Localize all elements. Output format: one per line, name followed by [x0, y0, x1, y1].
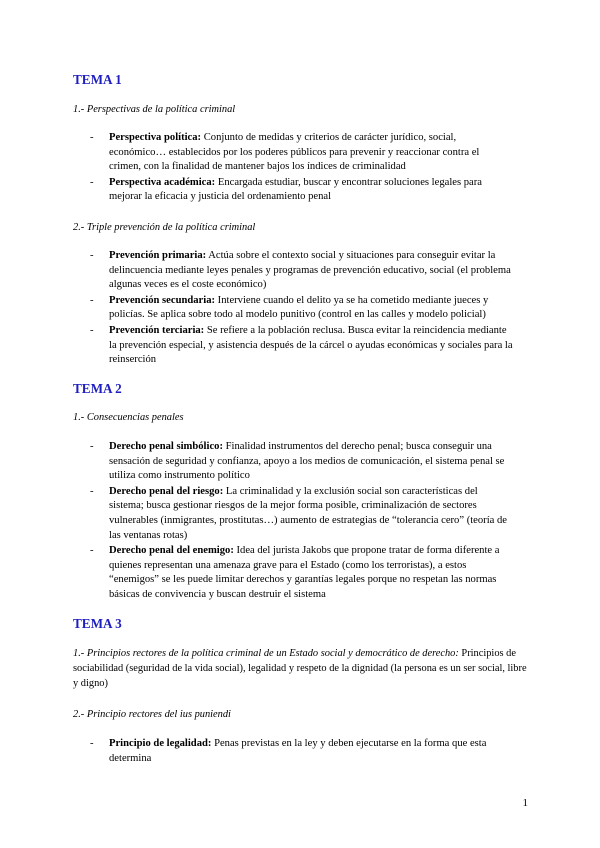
tema1-section2-title: 2.- Triple prevención de la política criminal [73, 222, 256, 233]
list-item: - Perspectiva política: Conjunto de medidas y criterios de carácter jurídico, social, económico… establecidos por los poderes públicos para prevenir y reaccionar contra el crimen, con la finalidad de mantener bajos los índices de criminalidad [90, 132, 480, 173]
tema2-heading: TEMA 2 [73, 381, 122, 396]
tema3-section2-list [0, 737, 600, 767]
tema1-section1-list [0, 131, 600, 206]
page-number: 1 [522, 797, 528, 809]
tema3-section2-title: 2.- Principio rectores del ius puniendi [73, 709, 231, 720]
list-item: - Prevención primaria: Actúa sobre el contexto social y situaciones para conseguir evitar la delincuencia mediante leyes penales y programas de prevención educativo, social (el problema algunas veces es el coste económico) [90, 250, 511, 291]
tema3-section1-title: 1.- Principios rectores de la política criminal de un Estado social y democrático de derecho: [73, 648, 459, 659]
list-item: - Derecho penal del enemigo: Idea del jurista Jakobs que propone tratar de forma diferente a quienes representan una amenaza grave para el Estado (como los terroristas), a estos “enemigos” se les puede limitar derechos y garantías legales porque no respetan las normas básicas de convivencia y buscan destruir el sistema [90, 545, 500, 600]
tema1-section1-title: 1.- Perspectivas de la política criminal [73, 104, 236, 115]
list-item: - Prevención secundaria: Interviene cuando el delito ya se ha cometido mediante jueces y policías. Se aplica sobre todo al modelo punitivo (control en las calles y modelo policial) [90, 294, 489, 321]
tema1-section2-list [0, 249, 600, 369]
tema2-section1-title: 1.- Consecuencias penales [73, 412, 184, 423]
tema2-section1-list [0, 440, 600, 604]
list-item: - Principio de legalidad: Penas previstas en la ley y deben ejecutarse en la forma que esta determina [90, 738, 487, 764]
list-item: - Derecho penal del riesgo: La criminalidad y la exclusión social son características del sistema; busca gestionar riesgos de la mejor forma posible, criminalización de sectores vulnerables (inmigrantes, prostitutas…) aumento de estrategias de “tolerancia cero” (teoría de las ventanas rotas) [90, 485, 507, 541]
list-item: - Prevención terciaria: Se refiere a la población reclusa. Busca evitar la reincidencia mediante la prevención especial, y asistencia después de la cárcel o ayudas económicas y sociales para la reinserción [90, 324, 513, 366]
tema3-section1-text: Principios de sociabilidad (seguridad de la vida social), legalidad y respeto de la dignidad (la persona es un ser social, libre y digno) [73, 648, 527, 689]
tema3-heading: TEMA 3 [73, 616, 122, 631]
tema1-heading: TEMA 1 [73, 72, 122, 87]
tema3-section1 [73, 646, 533, 691]
list-item: - Derecho penal simbólico: Finalidad instrumentos del derecho penal; busca conseguir una sensación de seguridad y confianza, apoyo a los medios de comunicación, el sistema penal se utiliza como instrumento político [90, 441, 505, 482]
list-item: - Perspectiva académica: Encargada estudiar, buscar y encontrar soluciones legales para mejorar la eficacia y justicia del ordenamiento penal [90, 176, 482, 203]
